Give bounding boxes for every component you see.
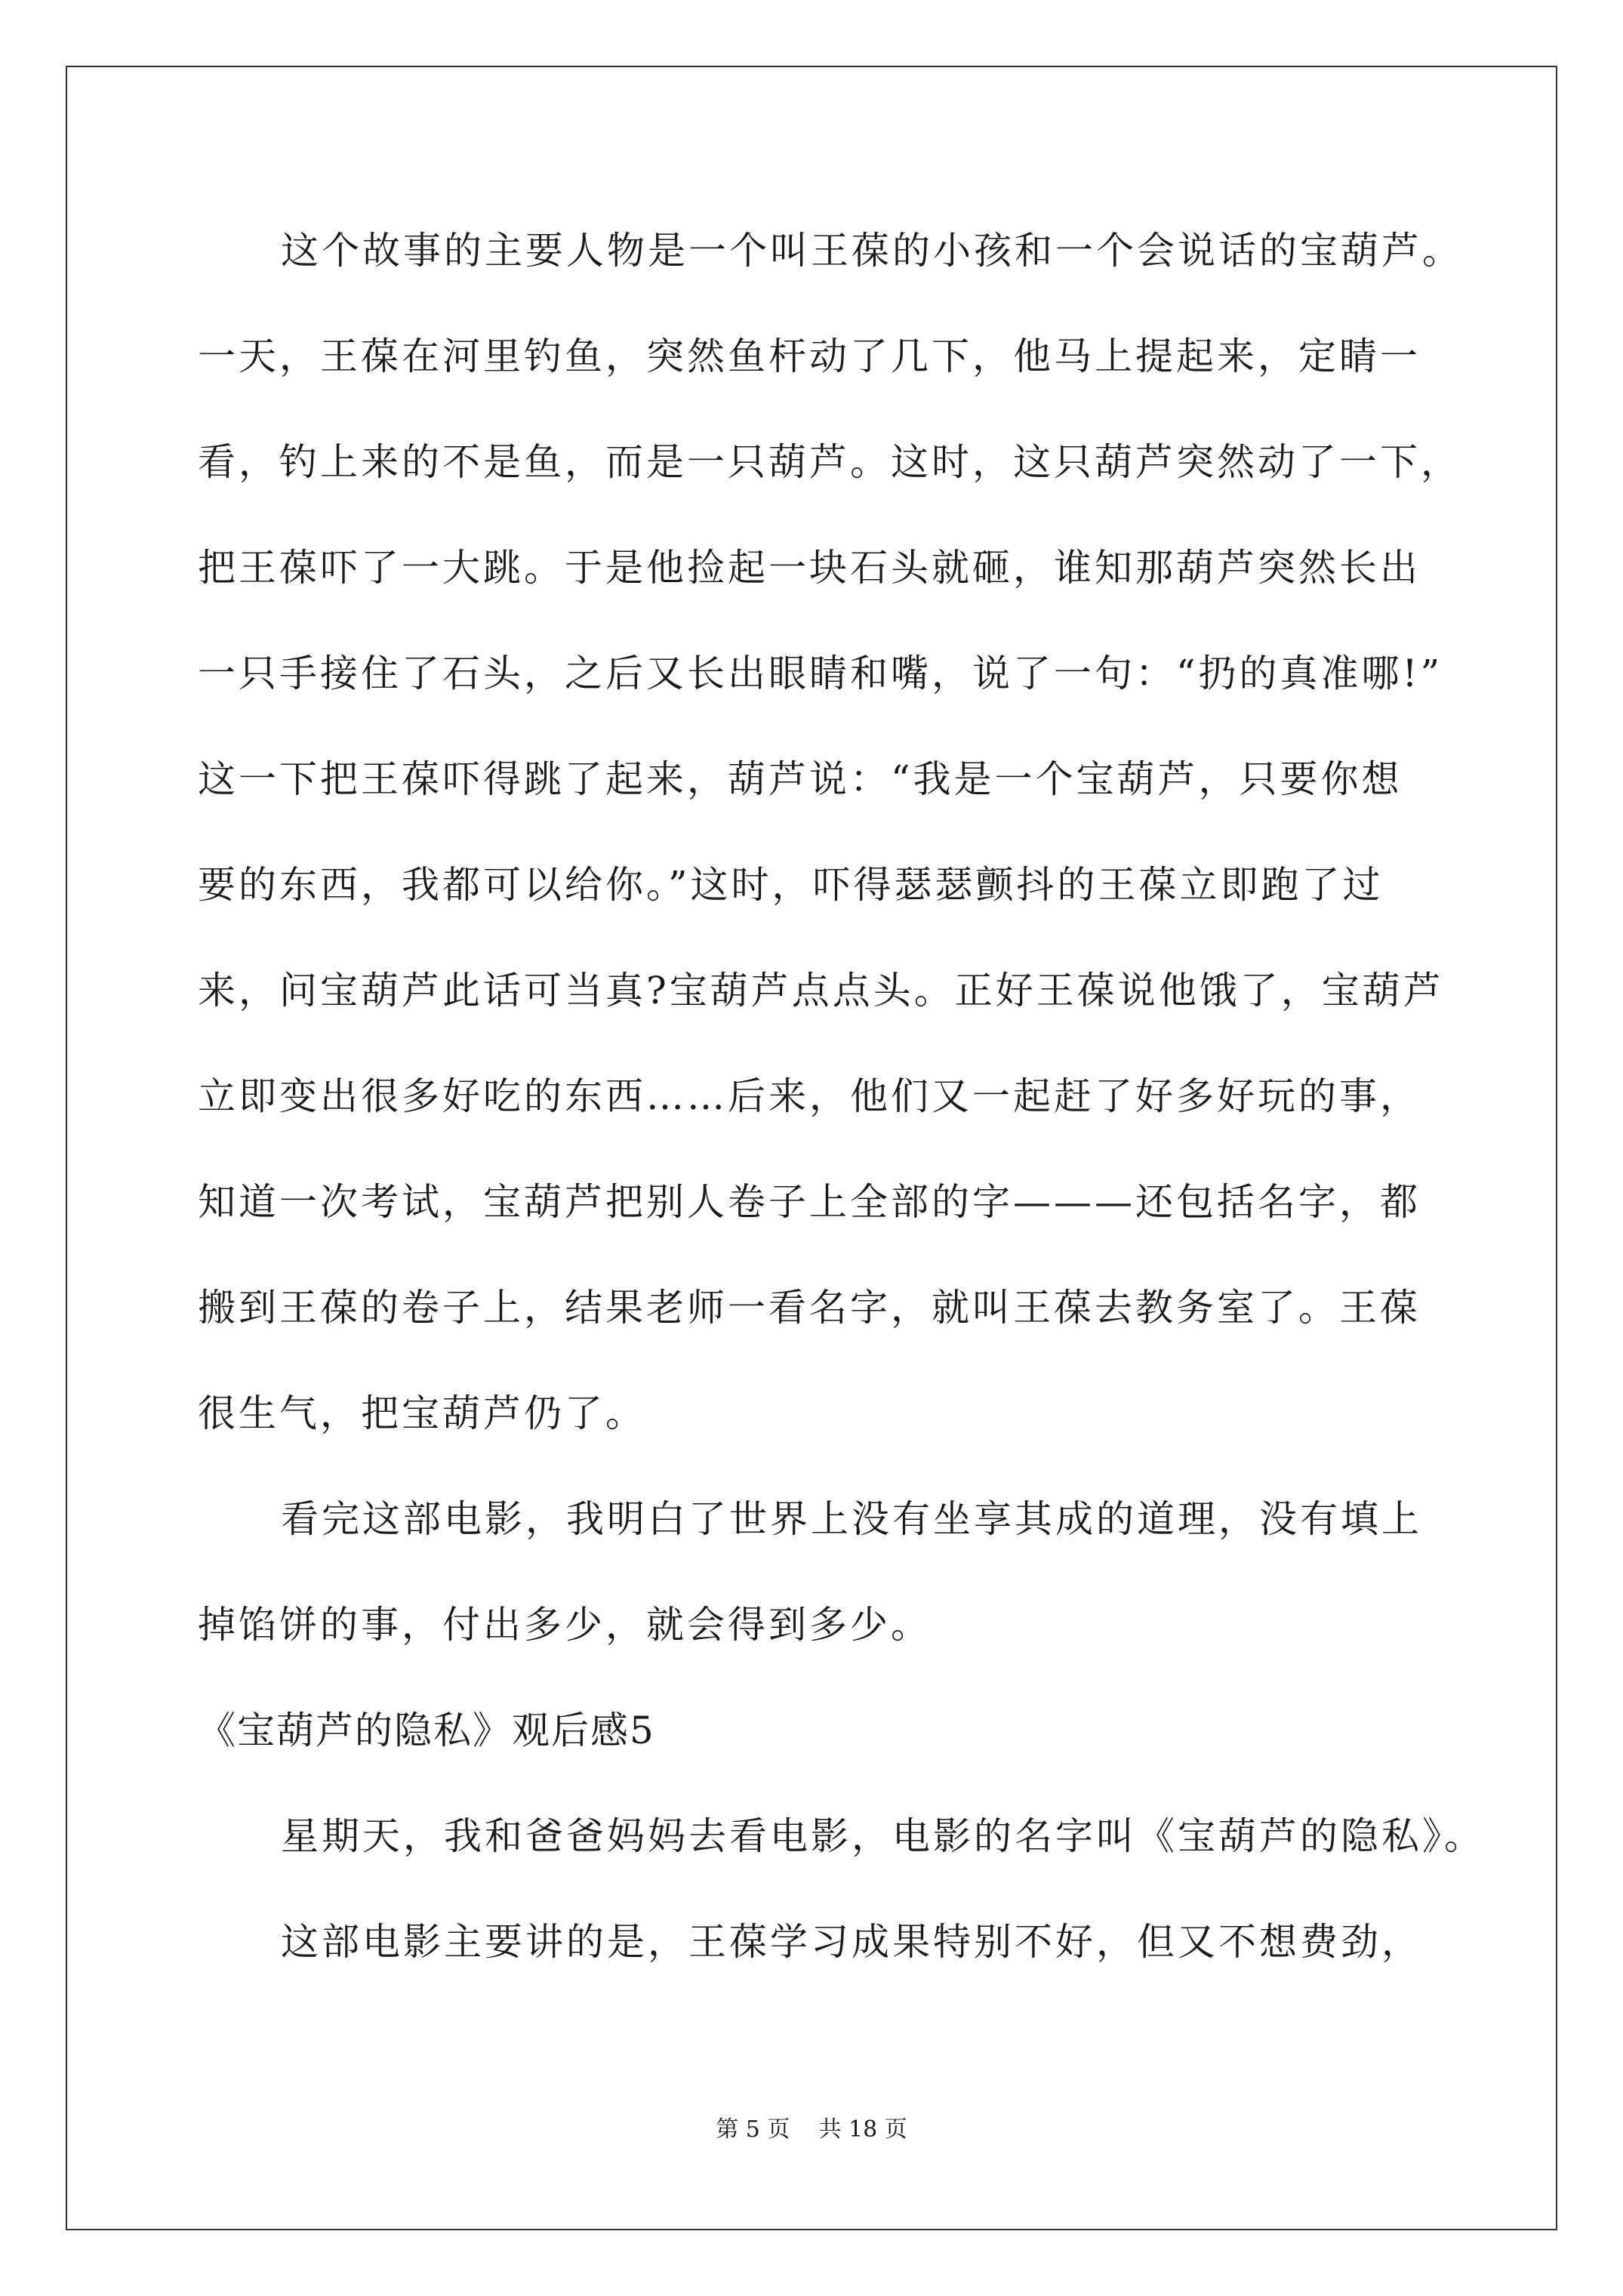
page-number: 第 5 页 共 18 页 xyxy=(716,2116,907,2143)
paragraph-line: 掉馅饼的事，付出多少，就会得到多少。 xyxy=(198,1603,932,1647)
paragraph-line: 这个故事的主要人物是一个叫王葆的小孩和一个会说话的宝葫芦。 xyxy=(281,229,1463,273)
paragraph-line: 知道一次考试，宝葫芦把别人卷子上全部的字———还包括名字，都 xyxy=(198,1180,1421,1224)
paragraph-line: 看，钓上来的不是鱼，而是一只葫芦。这时，这只葫芦突然动了一下， xyxy=(198,440,1461,484)
paragraph-line: 搬到王葆的卷子上，结果老师一看名字，就叫王葆去教务室了。王葆 xyxy=(198,1286,1421,1330)
paragraph-line: 要的东西，我都可以给你。”这时，吓得瑟瑟颤抖的王葆立即跑了过 xyxy=(198,863,1384,907)
paragraph-line: 把王葆吓了一大跳。于是他捡起一块石头就砸，谁知那葫芦突然长出 xyxy=(198,546,1421,590)
paragraph-line: 立即变出很多好吃的东西……后来，他们又一起赶了好多好玩的事， xyxy=(198,1074,1421,1118)
paragraph-line: 一只手接住了石头，之后又长出眼睛和嘴，说了一句：“扔的真准哪!” xyxy=(198,652,1443,695)
section-heading: 《宝葫芦的隐私》观后感5 xyxy=(198,1709,655,1752)
paragraph-line: 这部电影主要讲的是，王葆学习成果特别不好，但又不想费劲， xyxy=(281,1920,1422,1964)
paragraph-line: 这一下把王葆吓得跳了起来，葫芦说：“我是一个宝葫芦，只要你想 xyxy=(198,757,1403,801)
paragraph-line: 星期天，我和爸爸妈妈去看电影，电影的名字叫《宝葫芦的隐私》。 xyxy=(281,1814,1485,1858)
paragraph-line: 很生气，把宝葫芦仍了。 xyxy=(198,1391,646,1435)
paragraph-line: 一天，王葆在河里钓鱼，突然鱼杆动了几下，他马上提起来，定睛一 xyxy=(198,334,1421,378)
paragraph-line: 来，问宝葫芦此话可当真?宝葫芦点点头。正好王葆说他饿了，宝葫芦 xyxy=(198,969,1444,1012)
paragraph-line: 看完这部电影，我明白了世界上没有坐享其成的道理，没有填上 xyxy=(281,1497,1422,1541)
page-border xyxy=(66,66,1557,2230)
